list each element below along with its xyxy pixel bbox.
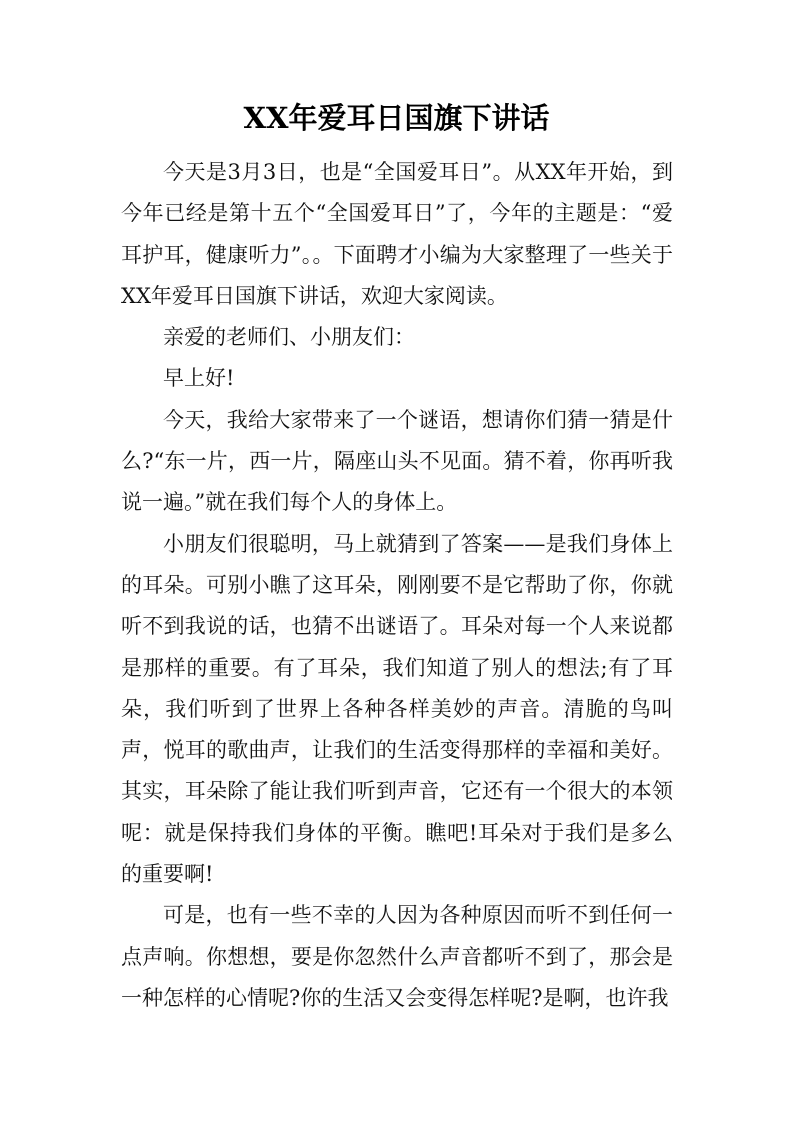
paragraph-intro: 今天是3月3日，也是“全国爱耳日”。从XX年开始，到今年已经是第十五个“全国爱耳日”了，今年的主题是：“爱耳护耳，健康听力”。。下面聘才小编为大家整理了一些关于XX年爱耳日国旗下讲话，欢迎大家阅读。 bbox=[121, 160, 673, 308]
paragraph-ears-importance: 小朋友们很聪明，马上就猜到了答案——是我们身体上的耳朵。可别小瞧了这耳朵，刚刚要不是它帮助了你，你就听不到我说的话，也猜不出谜语了。耳朵对每一个人来说都是那样的重要。有了耳朵，我们知道了别人的想法;有了耳朵，我们听到了世界上各种各样美妙的声音。清脆的鸟叫声，悦耳的歌曲声，让我们的生活变得那样的幸福和美好。其实，耳朵除了能让我们听到声音，它还有一个很大的本领呢：就是保持我们身体的平衡。瞧吧!耳朵对于我们是多么的重要啊! bbox=[121, 531, 673, 887]
document-body bbox=[121, 152, 673, 1019]
paragraph-hearing-loss: 可是，也有一些不幸的人因为各种原因而听不到任何一点声响。你想想，要是你忽然什么声音都听不到了，那会是一种怎样的心情呢?你的生活又会变得怎样呢?是啊，也许我 bbox=[121, 903, 673, 1010]
paragraph-salutation: 亲爱的老师们、小朋友们： bbox=[163, 325, 415, 350]
document-title: XX年爱耳日国旗下讲话 bbox=[243, 101, 550, 135]
paragraph-riddle: 今天，我给大家带来了一个谜语，想请你们猜一猜是什么?“东一片，西一片，隔座山头不见面。猜不着，你再听我说一遍。”就在我们每个人的身体上。 bbox=[121, 407, 673, 515]
paragraph-greeting: 早上好! bbox=[163, 366, 235, 391]
